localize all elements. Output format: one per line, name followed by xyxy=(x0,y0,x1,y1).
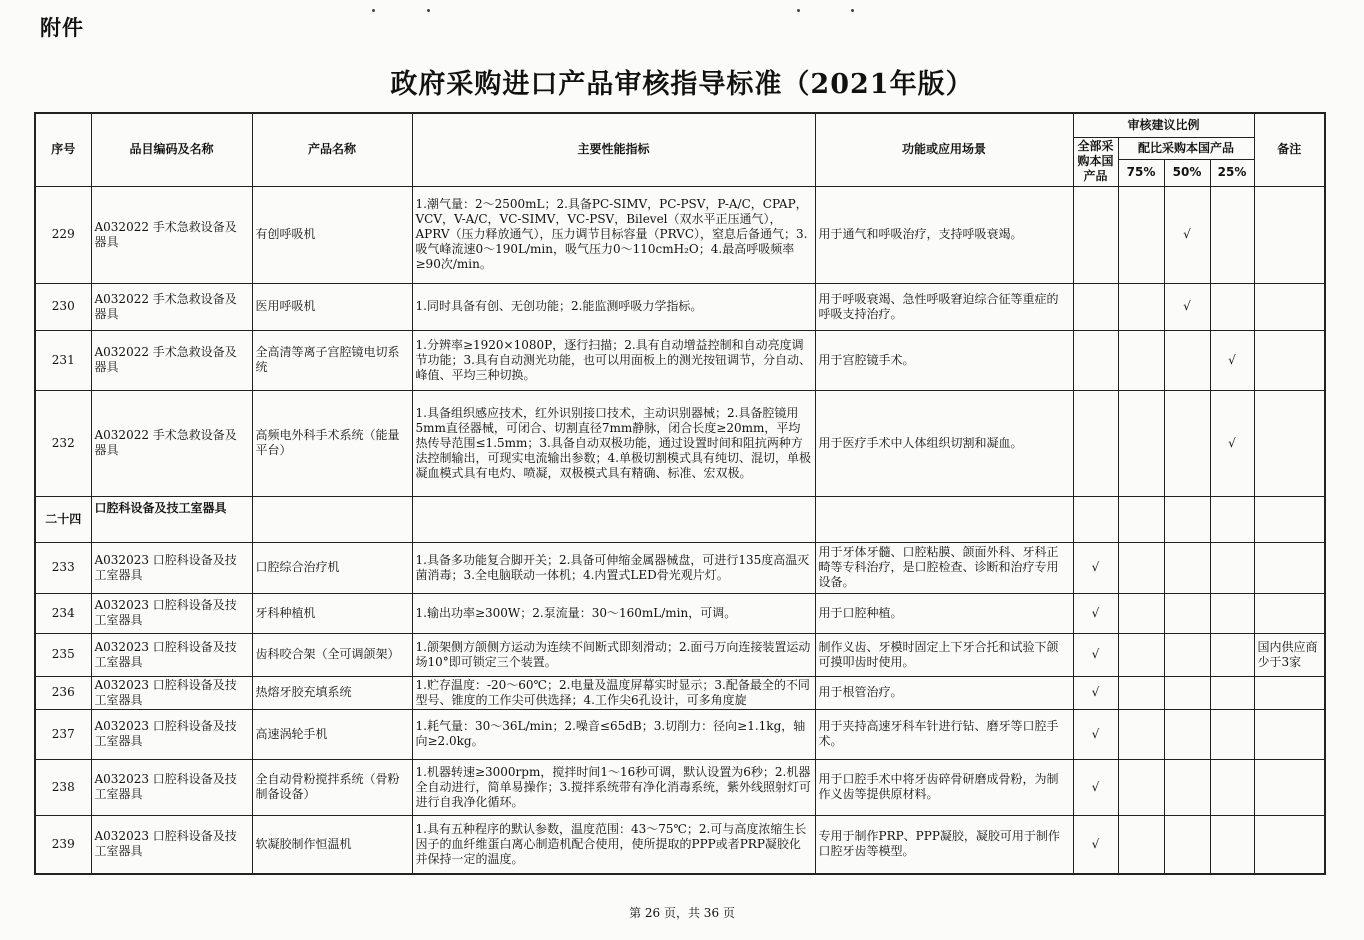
function-cell: 用于口腔种植。 xyxy=(815,593,1073,633)
product-name-cell: 全自动骨粉搅拌系统（骨粉制备设备） xyxy=(252,759,412,815)
function-cell: 用于医疗手术中人体组织切割和凝血。 xyxy=(815,390,1073,496)
spec-cell: 1.机器转速≥3000rpm，搅拌时间1～16秒可调，默认设置为6秒；2.机器全自动进行，简单易操作；3.搅拌系统带有净化消毒系统，紫外线照射灯可进行自我净化循环。 xyxy=(412,759,815,815)
empty-cell xyxy=(1164,496,1210,542)
spec-cell: 1.耗气量：30～36L/min；2.噪音≤65dB；3.切削力：径向≥1.1kg，轴向≥2.0kg。 xyxy=(412,709,815,759)
page-footer: 第 26 页，共 36 页 xyxy=(629,906,735,920)
check-all-domestic: √ xyxy=(1073,542,1118,593)
section-row-group xyxy=(35,496,1325,542)
category-cell: A032023 口腔科设备及技工室器具 xyxy=(91,709,252,759)
attachment-label: 附件 xyxy=(40,16,84,40)
header-note: 备注 xyxy=(1254,113,1325,186)
check-50 xyxy=(1164,633,1210,676)
table-body-medical xyxy=(35,186,1325,496)
check-25: √ xyxy=(1210,390,1254,496)
spec-cell: 1.潮气量：2～2500mL；2.具备PC-SIMV，PC-PSV，P-A/C，CPAP，VCV，V-A/C，VC-SIMV，VC-PSV，Bilevel（双水平正压通气），APRV（压力释放通气），压力调节目标容量（PRVC），窒息后备通气；3.吸气峰流速0～190L/min，吸气压力0～110cmH₂O；4.最高呼吸频率≥90次/min。 xyxy=(412,186,815,283)
row-number: 229 xyxy=(35,186,91,283)
spec-cell: 1.颌架侧方颌侧方运动为连续不间断式即刻滑动；2.面弓万向连接装置运动场10°即可锁定三个装置。 xyxy=(412,633,815,676)
header-all-domestic: 全部采购本国产品 xyxy=(1073,137,1118,186)
check-50 xyxy=(1164,330,1210,390)
check-75 xyxy=(1118,542,1164,593)
header-ratio-group: 审核建议比例 xyxy=(1073,113,1254,137)
product-name-cell: 齿科咬合架（全可调颌架） xyxy=(252,633,412,676)
table-row xyxy=(35,709,1325,759)
table-row xyxy=(35,815,1325,874)
category-cell: A032022 手术急救设备及器具 xyxy=(91,186,252,283)
note-cell xyxy=(1254,330,1325,390)
empty-cell xyxy=(1210,496,1254,542)
table-row xyxy=(35,283,1325,330)
empty-cell xyxy=(252,496,412,542)
note-cell xyxy=(1254,815,1325,874)
check-all-domestic: √ xyxy=(1073,815,1118,874)
category-cell: A032023 口腔科设备及技工室器具 xyxy=(91,593,252,633)
category-cell: A032022 手术急救设备及器具 xyxy=(91,330,252,390)
check-50 xyxy=(1164,709,1210,759)
spec-cell: 1.同时具备有创、无创功能；2.能监测呼吸力学指标。 xyxy=(412,283,815,330)
note-cell xyxy=(1254,593,1325,633)
function-cell: 用于宫腔镜手术。 xyxy=(815,330,1073,390)
scan-dot xyxy=(851,9,854,12)
note-cell xyxy=(1254,186,1325,283)
empty-cell xyxy=(815,496,1073,542)
function-cell: 制作义齿、牙模时固定上下牙合托和试验下颌可摸叩齿时使用。 xyxy=(815,633,1073,676)
header-p75: 75% xyxy=(1118,159,1164,186)
check-all-domestic: √ xyxy=(1073,593,1118,633)
function-cell: 用于呼吸衰竭、急性呼吸窘迫综合征等重症的呼吸支持治疗。 xyxy=(815,283,1073,330)
check-75 xyxy=(1118,330,1164,390)
check-all-domestic: √ xyxy=(1073,633,1118,676)
note-cell xyxy=(1254,390,1325,496)
row-number: 230 xyxy=(35,283,91,330)
scan-dot xyxy=(797,9,800,12)
section-name: 口腔科设备及技工室器具 xyxy=(91,496,252,542)
table-row xyxy=(35,676,1325,709)
category-cell: A032022 手术急救设备及器具 xyxy=(91,390,252,496)
header-spec: 主要性能指标 xyxy=(412,113,815,186)
check-all-domestic xyxy=(1073,390,1118,496)
check-75 xyxy=(1118,186,1164,283)
check-75 xyxy=(1118,390,1164,496)
row-number: 238 xyxy=(35,759,91,815)
note-cell: 国内供应商少于3家 xyxy=(1254,633,1325,676)
category-cell: A032023 口腔科设备及技工室器具 xyxy=(91,676,252,709)
category-cell: A032023 口腔科设备及技工室器具 xyxy=(91,633,252,676)
table-row xyxy=(35,330,1325,390)
product-name-cell: 口腔综合治疗机 xyxy=(252,542,412,593)
empty-cell xyxy=(1118,496,1164,542)
check-25 xyxy=(1210,676,1254,709)
scan-dot xyxy=(427,9,430,12)
standards-table xyxy=(34,112,1326,875)
header-p50: 50% xyxy=(1164,159,1210,186)
check-75 xyxy=(1118,759,1164,815)
check-75 xyxy=(1118,709,1164,759)
check-25 xyxy=(1210,709,1254,759)
check-25 xyxy=(1210,283,1254,330)
category-cell: A032023 口腔科设备及技工室器具 xyxy=(91,759,252,815)
check-75 xyxy=(1118,633,1164,676)
check-50 xyxy=(1164,676,1210,709)
product-name-cell: 牙科种植机 xyxy=(252,593,412,633)
table-row xyxy=(35,390,1325,496)
header-category: 品目编码及名称 xyxy=(91,113,252,186)
product-name-cell: 有创呼吸机 xyxy=(252,186,412,283)
section-number: 二十四 xyxy=(35,496,91,542)
check-50: √ xyxy=(1164,186,1210,283)
row-number: 236 xyxy=(35,676,91,709)
category-cell: A032023 口腔科设备及技工室器具 xyxy=(91,542,252,593)
empty-cell xyxy=(1073,496,1118,542)
empty-cell xyxy=(1254,496,1325,542)
note-cell xyxy=(1254,676,1325,709)
row-number: 233 xyxy=(35,542,91,593)
check-50 xyxy=(1164,815,1210,874)
row-number: 231 xyxy=(35,330,91,390)
function-cell: 专用于制作PRP、PPP凝胶，凝胶可用于制作口腔牙齿等模型。 xyxy=(815,815,1073,874)
product-name-cell: 高频电外科手术系统（能量平台） xyxy=(252,390,412,496)
product-name-cell: 高速涡轮手机 xyxy=(252,709,412,759)
spec-cell: 1.输出功率≥300W；2.泵流量：30～160mL/min，可调。 xyxy=(412,593,815,633)
row-number: 235 xyxy=(35,633,91,676)
check-all-domestic xyxy=(1073,283,1118,330)
function-cell: 用于通气和呼吸治疗，支持呼吸衰竭。 xyxy=(815,186,1073,283)
note-cell xyxy=(1254,759,1325,815)
header-product: 产品名称 xyxy=(252,113,412,186)
table-body-dental xyxy=(35,542,1325,874)
note-cell xyxy=(1254,283,1325,330)
product-name-cell: 热熔牙胶充填系统 xyxy=(252,676,412,709)
spec-cell: 1.具有五种程序的默认参数，温度范围：43～75℃；2.可与高度浓缩生长因子的血纤维蛋白离心制造机配合使用，使所提取的PPP或者PRP凝胶化并保持一定的温度。 xyxy=(412,815,815,874)
row-number: 237 xyxy=(35,709,91,759)
spec-cell: 1.具备多功能复合脚开关；2.具备可伸缩金属器械盘，可进行135度高温灭菌消毒；3.全电脑联动一体机；4.内置式LED骨光观片灯。 xyxy=(412,542,815,593)
check-25: √ xyxy=(1210,330,1254,390)
check-25 xyxy=(1210,633,1254,676)
header-p25: 25% xyxy=(1210,159,1254,186)
check-75 xyxy=(1118,593,1164,633)
scan-dot xyxy=(372,9,375,12)
check-75 xyxy=(1118,815,1164,874)
check-50 xyxy=(1164,390,1210,496)
row-number: 232 xyxy=(35,390,91,496)
empty-cell xyxy=(412,496,815,542)
header-partial-group: 配比采购本国产品 xyxy=(1118,137,1254,159)
check-50 xyxy=(1164,542,1210,593)
check-all-domestic xyxy=(1073,186,1118,283)
check-25 xyxy=(1210,759,1254,815)
spec-cell: 1.具备组织感应技术，红外识别接口技术，主动识别器械；2.具备腔镜用5mm直径器械，可闭合、切割直径7mm静脉，闭合长度≥20mm，平均热传导范围≤1.5mm；3.具备自动双极功能，通过设置时间和阻抗两种方法控制输出，可现实电流输出参数；4.单极切割模式具有纯切、混切，单极凝血模式具有电灼、喷凝，双极模式具有精确、标准、宏双极。 xyxy=(412,390,815,496)
row-number: 234 xyxy=(35,593,91,633)
check-25 xyxy=(1210,815,1254,874)
check-50 xyxy=(1164,593,1210,633)
check-50: √ xyxy=(1164,283,1210,330)
product-name-cell: 全高清等离子宫腔镜电切系统 xyxy=(252,330,412,390)
product-name-cell: 医用呼吸机 xyxy=(252,283,412,330)
function-cell: 用于牙体牙髓、口腔粘膜、颌面外科、牙科正畸等专科治疗，是口腔检查、诊断和治疗专用设备。 xyxy=(815,542,1073,593)
table-row xyxy=(35,542,1325,593)
product-name-cell: 软凝胶制作恒温机 xyxy=(252,815,412,874)
table-row xyxy=(35,186,1325,283)
header-no: 序号 xyxy=(35,113,91,186)
function-cell: 用于根管治疗。 xyxy=(815,676,1073,709)
check-75 xyxy=(1118,283,1164,330)
table-row xyxy=(35,593,1325,633)
check-all-domestic xyxy=(1073,330,1118,390)
check-all-domestic: √ xyxy=(1073,676,1118,709)
function-cell: 用于夹持高速牙科车针进行钻、磨牙等口腔手术。 xyxy=(815,709,1073,759)
check-25 xyxy=(1210,542,1254,593)
table-row xyxy=(35,633,1325,676)
note-cell xyxy=(1254,542,1325,593)
note-cell xyxy=(1254,709,1325,759)
check-75 xyxy=(1118,676,1164,709)
check-all-domestic: √ xyxy=(1073,759,1118,815)
table-row xyxy=(35,759,1325,815)
check-25 xyxy=(1210,593,1254,633)
spec-cell: 1.分辨率≥1920×1080P，逐行扫描；2.具有自动增益控制和自动亮度调节功能；3.具有自动测光功能，也可以用面板上的测光按钮调节，分自动、峰值、平均三种切换。 xyxy=(412,330,815,390)
category-cell: A032022 手术急救设备及器具 xyxy=(91,283,252,330)
row-number: 239 xyxy=(35,815,91,874)
check-all-domestic: √ xyxy=(1073,709,1118,759)
section-row xyxy=(35,496,1325,542)
header-function: 功能或应用场景 xyxy=(815,113,1073,186)
function-cell: 用于口腔手术中将牙齿碎骨研磨成骨粉，为制作义齿等提供原材料。 xyxy=(815,759,1073,815)
check-25 xyxy=(1210,186,1254,283)
category-cell: A032023 口腔科设备及技工室器具 xyxy=(91,815,252,874)
check-50 xyxy=(1164,759,1210,815)
page-title: 政府采购进口产品审核指导标准（2021年版） xyxy=(390,69,974,100)
spec-cell: 1.贮存温度：-20～60℃；2.电量及温度屏幕实时显示；3.配备最全的不同型号、锥度的工作尖可供选择；4.工作尖6孔设计，可多角度旋 xyxy=(412,676,815,709)
